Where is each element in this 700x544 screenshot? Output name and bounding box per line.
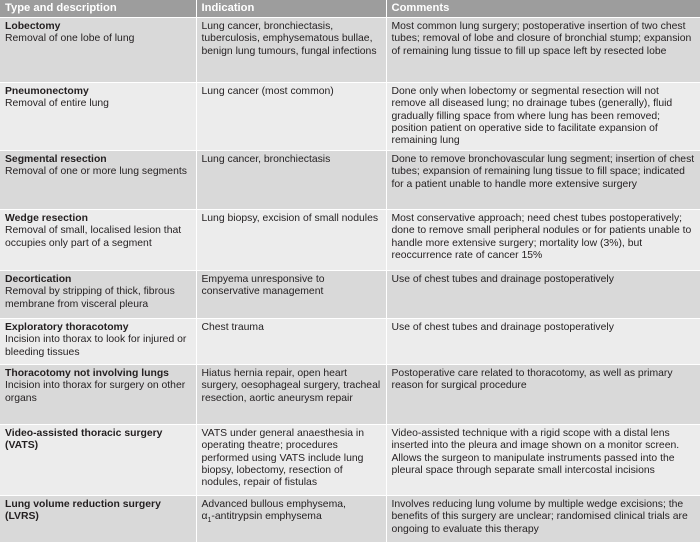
alpha-subscript: 1 <box>207 517 212 525</box>
indication-cell: VATS under general anaesthesia in operating theatre; procedures performed using VATS include lung biopsy, lobectomy, resection of nodules, repair of fistulas <box>196 425 386 496</box>
indication-cell <box>196 496 386 542</box>
type-name: Lung volume reduction surgery (LVRS) <box>5 499 161 523</box>
indication-cell: Empyema unresponsive to conservative management <box>196 271 386 319</box>
type-name: Exploratory thoracotomy <box>5 322 129 334</box>
table-row <box>0 425 700 496</box>
table-row <box>0 319 700 365</box>
type-description: Removal by stripping of thick, fibrous membrane from visceral pleura <box>5 286 175 310</box>
table-row <box>0 83 700 151</box>
type-cell <box>0 271 196 319</box>
type-cell <box>0 319 196 365</box>
comments-cell: Use of chest tubes and drainage postoperatively <box>386 319 700 365</box>
type-description: Removal of one lobe of lung <box>5 33 135 45</box>
type-description: Incision into thorax for surgery on other organs <box>5 380 186 404</box>
type-name: Pneumonectomy <box>5 86 89 98</box>
type-cell <box>0 210 196 271</box>
comments-cell: Done only when lobectomy or segmental resection will not remove all diseased lung; no drainage tubes (generally), fluid gradually filling space from where lung has been removed; position patient on operative side to facilitate expansion of remaining lung <box>386 83 700 151</box>
table-row <box>0 496 700 542</box>
type-cell <box>0 18 196 83</box>
indication-cell: Lung cancer (most common) <box>196 83 386 151</box>
indication-line-1: Advanced bullous emphysema, <box>201 499 346 511</box>
table-row <box>0 271 700 319</box>
indication-cell: Lung cancer, bronchiectasis, tuberculosis, emphysematous bullae, benign lung tumours, fungal infections <box>196 18 386 83</box>
header-comments: Comments <box>386 0 700 18</box>
alpha-symbol: α <box>201 511 208 523</box>
indication-line-2: -antitrypsin emphysema <box>211 511 322 523</box>
table-row <box>0 151 700 210</box>
indication-cell: Hiatus hernia repair, open heart surgery, oesophageal surgery, tracheal resection, aortic aneurysm repair <box>196 365 386 425</box>
type-cell <box>0 365 196 425</box>
type-name: Decortication <box>5 274 72 286</box>
type-name: Video-assisted thoracic surgery (VATS) <box>5 428 163 452</box>
comments-cell: Done to remove bronchovascular lung segment; insertion of chest tubes; expansion of remaining lung tissue to fill space; indicated for a patient unable to handle more extensive surgery <box>386 151 700 210</box>
comments-cell: Most common lung surgery; postoperative insertion of two chest tubes; removal of lobe and closure of bronchial stump; expansion of remaining lung tissue to fill up space left by resected lobe <box>386 18 700 83</box>
comments-cell: Video-assisted technique with a rigid scope with a distal lens inserted into the pleura and image shown on a monitor screen. Allows the surgeon to manipulate instruments passed into the pleural space through separate small intercostal incisions <box>386 425 700 496</box>
type-cell <box>0 496 196 542</box>
table-row <box>0 210 700 271</box>
type-cell <box>0 151 196 210</box>
comments-cell: Postoperative care related to thoracotomy, as well as primary reason for surgical procedure <box>386 365 700 425</box>
type-description: Removal of small, localised lesion that occupies only part of a segment <box>5 225 182 249</box>
type-name: Wedge resection <box>5 213 88 225</box>
type-name: Thoracotomy not involving lungs <box>5 368 169 380</box>
header-indication: Indication <box>196 0 386 18</box>
type-name: Segmental resection <box>5 154 107 166</box>
type-name: Lobectomy <box>5 21 61 33</box>
table-row <box>0 18 700 83</box>
table-header-row <box>0 0 700 18</box>
indication-cell: Lung cancer, bronchiectasis <box>196 151 386 210</box>
type-cell <box>0 425 196 496</box>
indication-cell: Lung biopsy, excision of small nodules <box>196 210 386 271</box>
header-type-description: Type and description <box>0 0 196 18</box>
indication-cell: Chest trauma <box>196 319 386 365</box>
comments-cell: Involves reducing lung volume by multiple wedge excisions; the benefits of this surgery are unclear; randomised clinical trials are ongoing to evaluate this therapy <box>386 496 700 542</box>
comments-cell: Use of chest tubes and drainage postoperatively <box>386 271 700 319</box>
type-description: Incision into thorax to look for injured or bleeding tissues <box>5 334 187 358</box>
comments-cell: Most conservative approach; need chest tubes postoperatively; done to remove small peripheral nodules or for patients unable to handle more extensive surgery; mortality low (3%), but reoccurrence rate of cancer 15% <box>386 210 700 271</box>
type-description: Removal of entire lung <box>5 98 109 110</box>
table-row <box>0 365 700 425</box>
type-description: Removal of one or more lung segments <box>5 166 187 178</box>
type-cell <box>0 83 196 151</box>
